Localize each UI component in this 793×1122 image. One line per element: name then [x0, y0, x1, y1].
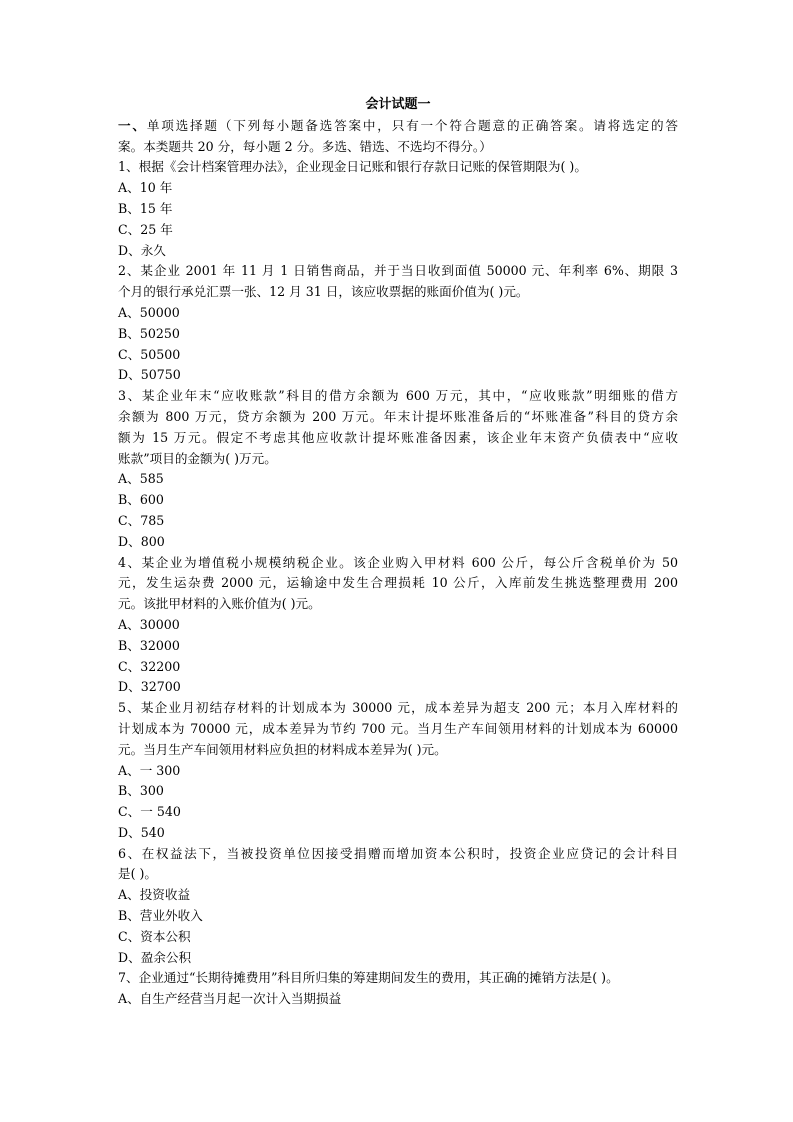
question-stem-line: 2、某企业 2001 年 11 月 1 日销售商品，并于当日收到面值 50000 元、年利率 6%、期限 3: [118, 263, 678, 279]
question-stem-line: 6、在权益法下，当被投资单位因接受捐赠而增加资本公积时，投资企业应贷记的会计科目: [118, 845, 678, 861]
question-stem-line: 3、某企业年末“应收账款”科目的借方余额为 600 万元，其中，“应收账款”明细账的借方: [118, 388, 678, 404]
question-stem-line: 元。该批甲材料的入账价值为( )元。: [118, 596, 321, 612]
answer-option: B、15 年: [118, 200, 173, 216]
question-stem-line: 5、某企业月初结存材料的计划成本为 30000 元，成本差异为超支 200 元；本月入库材料的: [118, 700, 678, 716]
answer-option: A、50000: [118, 304, 180, 320]
question-block: [118, 386, 678, 552]
question-block: [118, 968, 678, 1010]
section-intro-line: [118, 116, 678, 137]
answer-option: C、25 年: [118, 221, 173, 237]
answer-option: A、投资收益: [118, 887, 191, 903]
question-stem-line: 元，发生运杂费 2000 元，运输途中发生合理损耗 10 公斤，入库前发生挑选整理费用 200: [118, 575, 678, 591]
question-stem-line: 元。当月生产车间领用材料应负担的材料成本差异为( )元。: [118, 741, 447, 757]
question-list: [118, 157, 678, 1010]
answer-option: C、32200: [118, 658, 181, 674]
answer-option: A、30000: [118, 616, 180, 632]
answer-option: C、50500: [118, 346, 181, 362]
answer-option: C、资本公积: [118, 928, 191, 944]
exam-page: [118, 95, 678, 1010]
page-title: 会计试题一: [365, 97, 431, 112]
answer-option: B、600: [118, 492, 164, 508]
question-block: [118, 261, 678, 386]
question-block: [118, 844, 678, 969]
section-intro-line: 案。本类题共 20 分，每小题 2 分。多选、错选、不选均不得分。）: [118, 138, 492, 154]
answer-option: D、永久: [118, 242, 166, 258]
answer-option: B、50250: [118, 325, 180, 341]
section-header: [118, 116, 678, 158]
answer-option: C、785: [118, 512, 165, 528]
question-stem-line: 个月的银行承兑汇票一张、12 月 31 日，该应收票据的账面价值为( )元。: [118, 284, 529, 300]
answer-option: D、32700: [118, 679, 181, 695]
question-block: [118, 553, 678, 699]
answer-option: A、10 年: [118, 180, 173, 196]
answer-option: A、一 300: [118, 762, 181, 778]
answer-option: D、盈余公积: [118, 949, 192, 965]
answer-option: D、540: [118, 824, 165, 840]
question-stem-line: 账款”项目的金额为( )万元。: [118, 450, 277, 466]
section-intro-text: 单项选择题（下列每小题备选答案中，只有一个符合题意的正确答案。请将选定的答: [146, 117, 679, 133]
section-label: 一、: [118, 117, 147, 133]
question-stem-line: 计划成本为 70000 元，成本差异为节约 700 元。当月生产车间领用材料的计划成本为 60000: [118, 720, 678, 736]
answer-option: C、一 540: [118, 804, 181, 820]
answer-option: B、营业外收入: [118, 908, 203, 924]
answer-option: D、800: [118, 533, 165, 549]
answer-option: A、585: [118, 471, 164, 487]
question-block: [118, 157, 678, 261]
answer-option: B、32000: [118, 637, 180, 653]
question-block: [118, 698, 678, 844]
question-stem-line: 余额为 800 万元，贷方余额为 200 万元。年末计提坏账准备后的“坏账准备”科目的贷方余: [118, 408, 678, 424]
question-stem-line: 4、某企业为增值税小规模纳税企业。该企业购入甲材料 600 公斤，每公斤含税单价为 50: [118, 554, 678, 570]
answer-option: B、300: [118, 783, 164, 799]
question-stem-line: 是( )。: [118, 866, 158, 882]
question-stem-line: 7、企业通过“长期待摊费用”科目所归集的筹建期间发生的费用，其正确的摊销方法是( )。: [118, 970, 619, 986]
answer-option: A、自生产经营当月起一次计入当期损益: [118, 991, 342, 1007]
answer-option: D、50750: [118, 367, 181, 383]
question-stem-line: 1、根据《会计档案管理办法》，企业现金日记账和银行存款日记账的保管期限为( )。: [118, 159, 587, 175]
question-stem-line: 额为 15 万元。假定不考虑其他应收款计提坏账准备因素，该企业年末资产负债表中“应收: [118, 429, 678, 445]
